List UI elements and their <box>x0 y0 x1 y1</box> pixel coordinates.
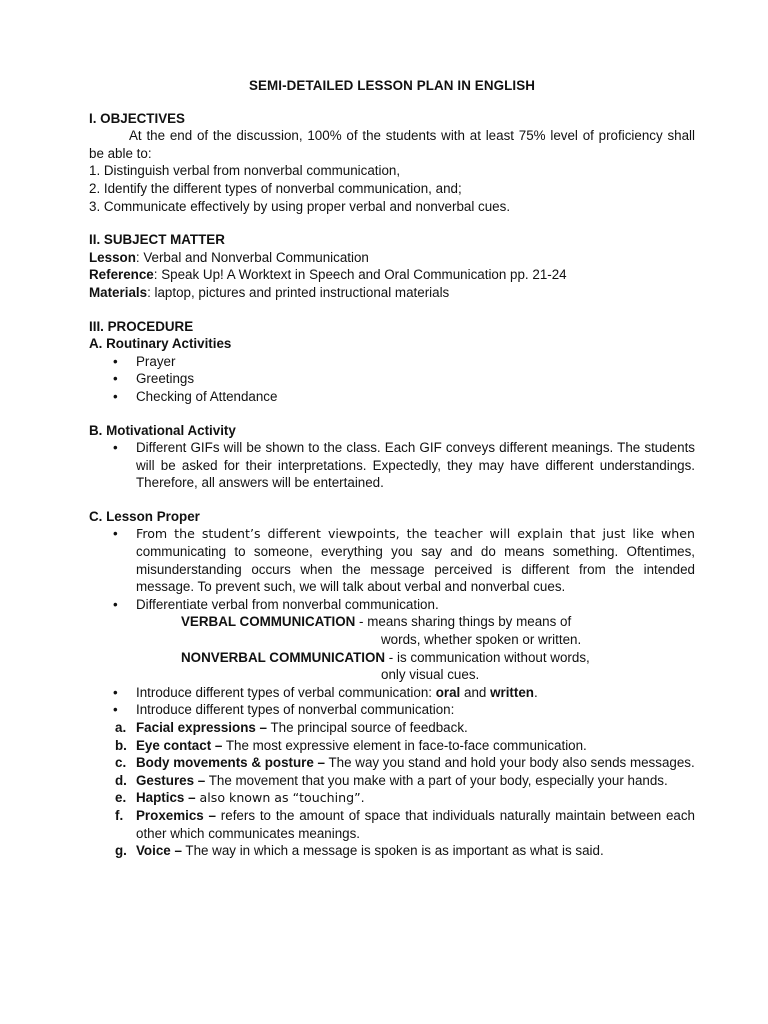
objective-item: 2. Identify the different types of nonverbal communication, and; <box>89 180 462 196</box>
motivational-heading: B. Motivational Activity <box>89 422 236 438</box>
type-term: Voice – <box>136 843 182 859</box>
materials-line <box>89 284 695 302</box>
nonverbal-type-item <box>89 737 695 755</box>
nonverbal-types-list <box>89 719 695 860</box>
verbal-definition <box>89 613 695 631</box>
lesson-line <box>89 249 695 267</box>
verbal-term: VERBAL COMMUNICATION <box>181 614 356 630</box>
objective-item: 3. Communicate effectively by using proper verbal and nonverbal cues. <box>89 198 511 214</box>
written-term: written <box>490 684 534 700</box>
routinary-heading: A. Routinary Activities <box>89 336 232 352</box>
list-item: • Greetings <box>89 370 695 388</box>
type-term: Haptics – <box>136 790 196 806</box>
type-term: Gestures – <box>136 772 206 788</box>
list-item: • Introduce different types of nonverbal communication: <box>89 701 695 719</box>
lesson-label: Lesson <box>89 249 136 265</box>
list-item: • Prayer <box>89 353 695 371</box>
verbal-def-2: words, whether spoken or written. <box>381 632 582 648</box>
item-marker: f. <box>115 807 124 823</box>
list-item <box>89 525 695 595</box>
lesson-value: : Verbal and Nonverbal Communication <box>135 249 369 265</box>
item-marker: g. <box>115 843 127 859</box>
nonverbal-type-item <box>89 842 695 860</box>
nonverbal-type-item <box>89 807 695 842</box>
type-desc: The most expressive element in face-to-face communication. <box>222 737 587 753</box>
type-term: Body movements & posture – <box>136 755 325 771</box>
document-title: SEMI-DETAILED LESSON PLAN IN ENGLISH <box>248 78 536 93</box>
verbal-def-1: - means sharing things by means of <box>355 614 572 630</box>
lesson-plan-page <box>89 77 695 860</box>
nonverbal-type-item <box>89 754 695 772</box>
routinary-list <box>89 353 695 406</box>
reference-label: Reference <box>89 267 154 283</box>
type-desc: The principal source of feedback. <box>267 720 468 735</box>
motivational-list <box>89 439 695 492</box>
nonverbal-definition <box>89 649 695 667</box>
nonverbal-type-item <box>89 719 695 737</box>
lesson-proper-intro-first: From the student’s different viewpoints, the teacher will explain that just like when <box>136 526 695 542</box>
objective-item: 1. Distinguish verbal from nonverbal communication, <box>89 163 401 179</box>
nonverbal-term: NONVERBAL COMMUNICATION <box>181 649 386 665</box>
objectives-heading: I. OBJECTIVES <box>89 110 185 126</box>
item-marker: b. <box>115 737 127 753</box>
item-marker: c. <box>115 755 127 771</box>
period-text: . <box>533 684 538 700</box>
oral-term: oral <box>435 684 461 700</box>
item-marker: a. <box>115 720 127 735</box>
lesson-proper-list <box>89 525 695 613</box>
type-desc: refers to the amount of space that individuals naturally maintain between each other which communicates meanings. <box>136 807 695 841</box>
materials-value: : laptop, pictures and printed instructional materials <box>147 284 450 300</box>
materials-label: Materials <box>89 284 148 300</box>
type-desc: The movement that you make with a part of your body, especially your hands. <box>205 772 668 788</box>
procedure-heading: III. PROCEDURE <box>89 318 194 334</box>
subject-matter-heading: II. SUBJECT MATTER <box>89 232 225 248</box>
type-desc: The way in which a message is spoken is as important as what is said. <box>181 843 604 859</box>
lesson-proper-intro-rest: communicating to someone, everything you say and do means something. Oftentimes, misunderstanding occurs when the message perceived is different from the intended message. To prevent such, we will talk about verbal and nonverbal cues. <box>136 544 695 595</box>
lesson-proper-heading: C. Lesson Proper <box>89 508 200 524</box>
nonverbal-type-item <box>89 772 695 790</box>
type-desc: The way you stand and hold your body also sends messages. <box>325 755 695 771</box>
item-marker: e. <box>115 790 127 806</box>
nonverbal-def-2: only visual cues. <box>381 667 480 683</box>
nonverbal-def-1: - is communication without words, <box>385 649 590 665</box>
list-item: • Differentiate verbal from nonverbal communication. <box>89 596 695 614</box>
verbal-types-text: Introduce different types of verbal communication: <box>136 684 436 700</box>
type-term: Facial expressions – <box>136 720 268 735</box>
lesson-proper-list-2 <box>89 684 695 719</box>
and-text: and <box>460 684 491 700</box>
list-item: • Checking of Attendance <box>89 388 695 406</box>
reference-line <box>89 266 695 284</box>
reference-value: : Speak Up! A Worktext in Speech and Oral Communication pp. 21-24 <box>153 267 567 283</box>
list-item <box>89 684 695 702</box>
type-term: Proxemics – <box>136 807 216 823</box>
type-term: Eye contact – <box>136 737 223 753</box>
item-marker: d. <box>115 772 127 788</box>
type-desc: also known as “touching”. <box>195 790 365 806</box>
list-item: • Different GIFs will be shown to the class. Each GIF conveys different meanings. The students will be asked for their interpretations. Expectedly, they may have different understandings. Therefore, all answers will be entertained. <box>89 439 695 492</box>
objectives-intro: At the end of the discussion, 100% of the students with at least 75% level of proficiency shall be able to: <box>89 128 695 161</box>
nonverbal-type-item <box>89 789 695 807</box>
